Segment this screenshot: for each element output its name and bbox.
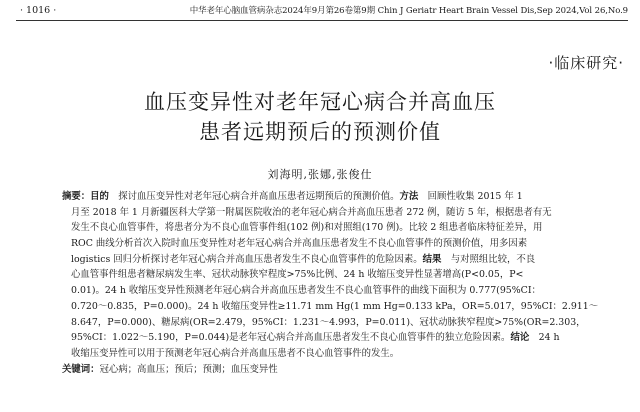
abstract-line <box>62 252 618 268</box>
abstract-line <box>62 205 618 221</box>
abstract-text: 收缩压变异性可以用于预测老年冠心病合并高血压患者不良心血管事件的发生。 <box>71 347 400 359</box>
abstract-line <box>62 236 618 252</box>
abstract-text: 0.720～0.835，P=0.000)。24 h 收缩压变异性≥11.71 mm Hg(1 mm Hg=0.133 kPa，OR=5.017，95%CI：2.911～ <box>71 300 599 312</box>
abstract-line <box>62 189 618 205</box>
abstract-text: 0.01)。24 h 收缩压变异性预测老年冠心病合并高血压患者发生不良心血管事件的曲线下面积为 0.777(95%CI： <box>71 285 541 297</box>
abstract-heading: 方法 <box>399 191 419 202</box>
abstract-heading: 结果 <box>422 253 442 265</box>
column-label: ·临床研究· <box>548 54 624 72</box>
abstract-heading: 摘要：目的 <box>62 191 109 202</box>
abstract-line <box>62 315 618 331</box>
abstract-text: 心血管事件组患者糖尿病发生率、冠状动脉狭窄程度>75%比例、24 h 收缩压变异性显著增高(P<0.05，P< <box>71 269 524 281</box>
abstract-line <box>62 362 618 378</box>
article-title <box>0 87 640 147</box>
abstract <box>62 189 618 377</box>
title-line-1: 血压变异性对老年冠心病合并高血压 <box>144 90 496 114</box>
abstract-line <box>62 346 618 362</box>
abstract-line <box>62 267 618 283</box>
journal-citation: 中华老年心脑血管病杂志2024年9月第26卷第9期 Chin J Geriatr Heart Brain Vessel Dis,Sep 2024,Vol 26,No.9 <box>189 6 628 16</box>
running-header <box>16 2 628 21</box>
abstract-line <box>62 299 618 315</box>
abstract-text: 回顾性收集 2015 年 1 <box>418 191 523 202</box>
author-list: 刘海明,张娜,张俊仕 <box>267 168 373 181</box>
page-number: · 1016 · <box>20 5 57 16</box>
title-line-2: 患者远期预后的预测价值 <box>199 120 441 144</box>
abstract-text: 探讨血压变异性对老年冠心病合并高血压患者远期预后的预测价值。 <box>108 191 400 202</box>
abstract-text: 发生不良心血管事件，将患者分为不良心血管事件组(102 例)和对照组(170 例)。比较 2 组患者临床特征差异，用 <box>71 222 543 234</box>
abstract-heading: 结论 <box>510 332 530 344</box>
abstract-line <box>62 330 618 346</box>
abstract-text: 24 h <box>529 332 560 344</box>
abstract-text: 与对照组比较，不良 <box>441 253 536 265</box>
abstract-heading: 关键词： <box>62 363 100 375</box>
abstract-text: 冠心病；高血压；预后；预测；血压变异性 <box>99 363 278 375</box>
abstract-text: 95%CI：1.022～5.190，P=0.044)是老年冠心病合并高血压患者发生不良心血管事件的独立危险因素。 <box>71 332 511 344</box>
abstract-text: 月至 2018 年 1 月新疆医科大学第一附属医院收治的老年冠心病合并高血压患者 272 例，随访 5 年，根据患者有无 <box>71 206 552 218</box>
abstract-line <box>62 283 618 299</box>
abstract-text: 8.647，P=0.000)、糖尿病(OR=2.479，95%CI：1.231～4.993，P=0.011)、冠状动脉狭窄程度>75%(OR=2.303， <box>71 316 586 328</box>
abstract-text: logistics 回归分析探讨老年冠心病合并高血压患者发生不良心血管事件的危险因素。 <box>71 253 423 265</box>
abstract-line <box>62 220 618 236</box>
abstract-text: ROC 曲线分析首次入院时血压变异性对老年冠心病合并高血压患者发生不良心血管事件的预测价值，用多因素 <box>71 238 528 250</box>
